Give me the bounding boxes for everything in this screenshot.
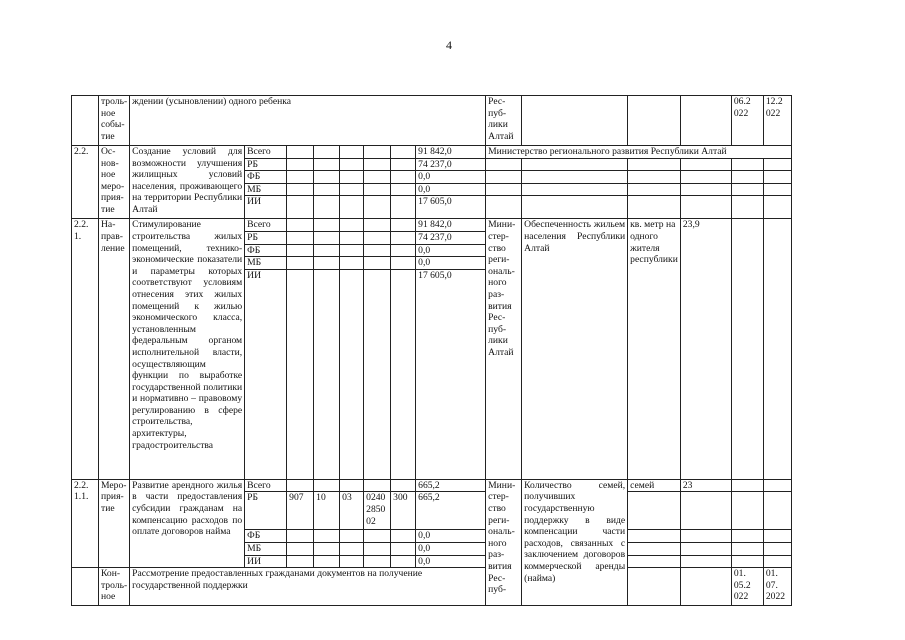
finance-label: МБ [245,257,287,270]
finance-amount: 665,2 [416,479,486,492]
kbk-pr: 03 [340,492,364,530]
row-executor: Министерство регионального развития Республики Алтай [486,146,792,159]
finance-label: РБ [245,492,287,530]
finance-label: ИИ [245,196,287,219]
finance-label: МБ [245,542,287,555]
kbk-rz: 10 [314,492,340,530]
row-number: 2.2. [72,146,99,219]
finance-label: Всего [245,219,287,232]
row-name: Стимулирование строительства жилых помещений, технико-экономические показатели и параметры которых соответствуют условиям отнесения этих жилых помещений к жилью экономического класса, установленным федеральным органом исполнительной власти, осуществляющим функции по выработке государственной политики и нормативно – правовому регулированию в сфере строительства, архитектуры, градостроительства [130,219,245,479]
finance-amount: 0,0 [416,542,486,555]
row-name: Рассмотрение предоставленных гражданами документов на получение государственной поддержки [130,568,486,606]
row-name: Создание условий для возможности улучшения жилищных условий населения, проживающего на территории Республики Алтай [130,146,245,219]
row-unit: семей [628,479,681,492]
finance-label: РБ [245,158,287,171]
finance-amount: 0,0 [416,183,486,196]
program-plan-table [71,95,792,606]
row-end-date: 01. 07. 2022 [763,568,791,606]
kbk-grbs: 907 [287,492,314,530]
finance-label: ФБ [245,530,287,543]
row-indicator-value: 23,9 [680,219,731,479]
row-indicator: Количество семей, получивших государственную поддержку в виде компенсации части расходов, связанных с заключением договоров коммерческой аренды (найма) [522,479,628,605]
row-type: Контрольное [99,568,130,606]
finance-amount: 0,0 [416,257,486,270]
row-start-date: 01. 05.2 022 [731,568,763,606]
finance-amount: 17 605,0 [416,196,486,219]
row-start-date: 06.2 022 [731,96,763,146]
table-row [72,96,792,146]
finance-label: ИИ [245,269,287,479]
finance-amount: 74 237,0 [416,158,486,171]
row-indicator-value: 23 [680,479,731,492]
row-type: трольное событие [99,96,130,146]
finance-label: ФБ [245,244,287,257]
finance-label: ИИ [245,555,287,568]
table-row [72,146,792,159]
finance-amount: 17 605,0 [416,269,486,479]
table-row [72,219,792,232]
row-type: Направление [99,219,130,479]
row-executor: Министерство регионального развития Республики Алтай [486,219,522,479]
row-name: Развитие арендного жилья в части предоставления субсидии гражданам на компенсацию расходов по оплате договоров найма [130,479,245,567]
page-number: 4 [446,38,452,52]
row-name: ждении (усыновлении) одного ребенка [130,96,486,146]
row-executor: Министерство регионального развития Респуб- [486,479,522,605]
row-end-date: 12.2 022 [763,96,791,146]
row-indicator: Обеспеченность жильем населения Республики Алтай [522,219,628,479]
row-number: 2.2. 1. [72,219,99,479]
row-number: 2.2. 1.1. [72,479,99,567]
finance-amount: 0,0 [416,244,486,257]
finance-label: МБ [245,183,287,196]
finance-label: РБ [245,231,287,244]
finance-amount: 0,0 [416,171,486,184]
finance-label: Всего [245,479,287,492]
row-type: Основное мероприятие [99,146,130,219]
finance-label: Всего [245,146,287,159]
table-row [72,568,792,606]
row-executor: Республики Алтай [486,96,522,146]
finance-amount: 74 237,0 [416,231,486,244]
finance-amount: 0,0 [416,555,486,568]
finance-label: ФБ [245,171,287,184]
finance-amount: 665,2 [416,492,486,530]
row-type: Мероприятие [99,479,130,567]
kbk-vr: 300 [391,492,416,530]
table-row [72,479,792,492]
finance-amount: 91 842,0 [416,146,486,159]
finance-amount: 91 842,0 [416,219,486,232]
row-unit: кв. метр на одного жителя республики [628,219,681,479]
kbk-csr: 0240 2850 02 [364,492,391,530]
finance-amount: 0,0 [416,530,486,543]
